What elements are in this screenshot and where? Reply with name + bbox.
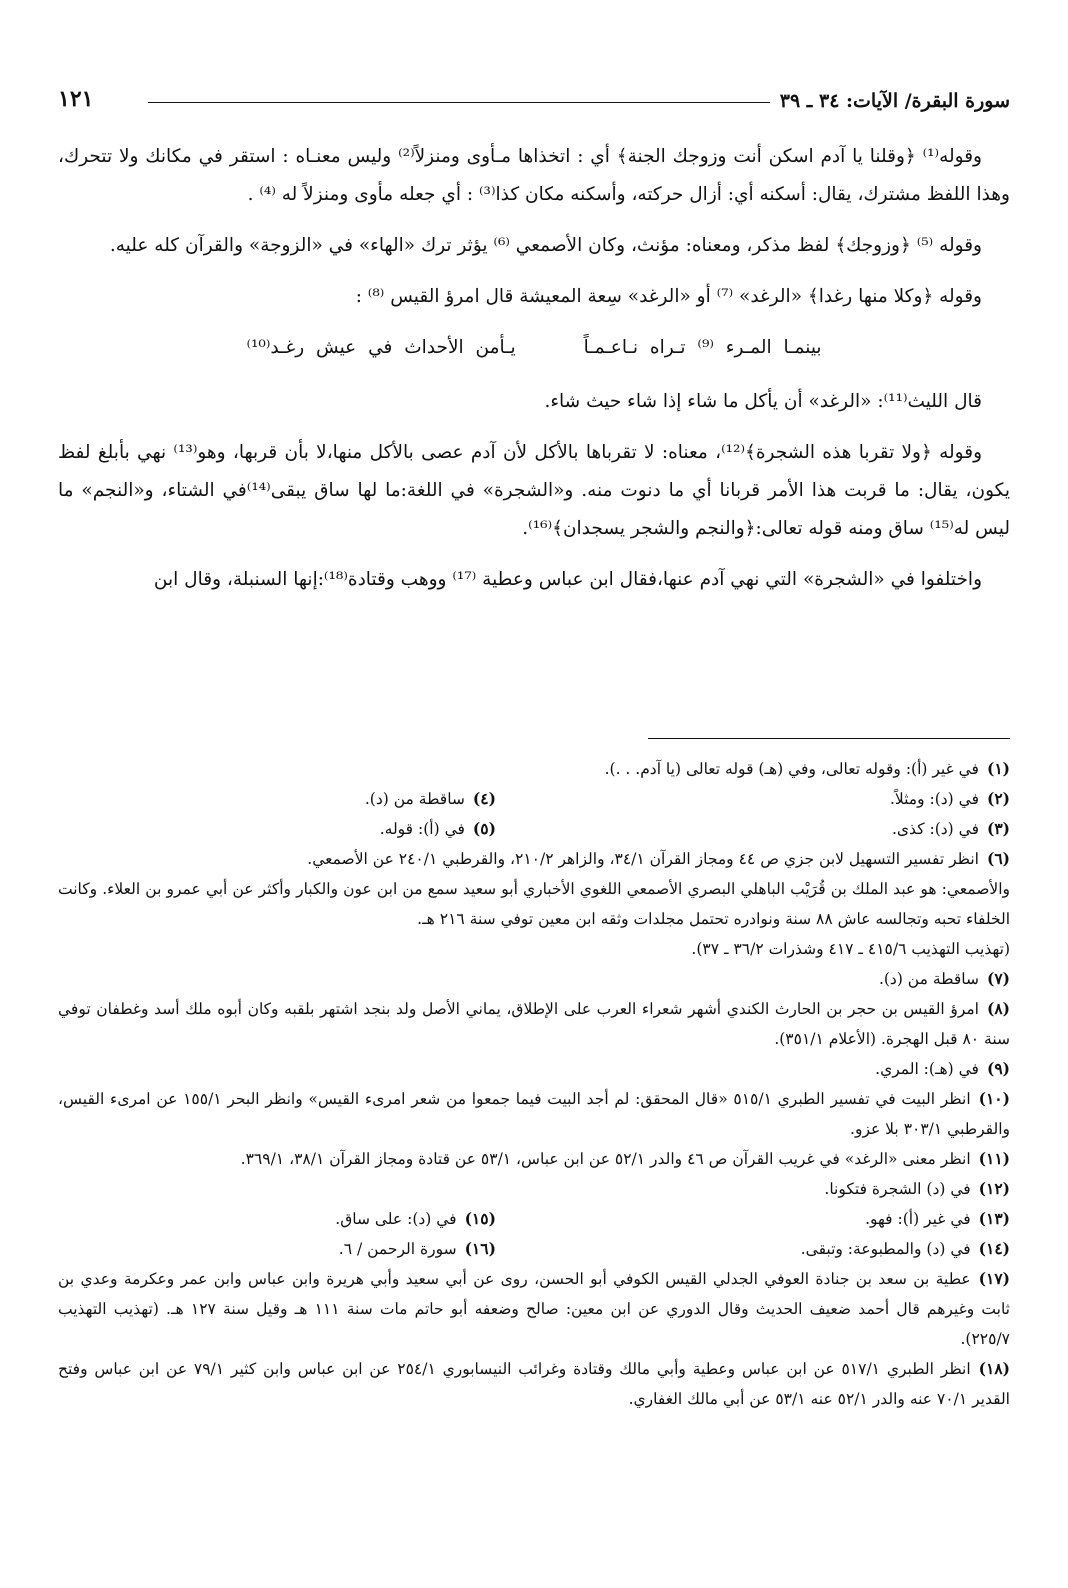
- page-number: ١٢١: [58, 86, 94, 112]
- footnote-13: (١٣)في غير (أ): فهو.: [865, 1209, 1010, 1228]
- footnote-3: (٣)في (د): كذى.: [892, 819, 1010, 838]
- footnote-16: (١٦)سورة الرحمن / ٦.: [338, 1239, 496, 1258]
- footnote-18: (١٨)انظر الطبري ٥١٧/١ عن ابن عباس وعطية وأبي مالك وقتادة وغرائب النيسابوري ٢٥٤/١ عن ابن عباس وابن كثير ٧٩/١ عن ابن عباس وفتح القدير ٧٠/١ عنه والدر ٥٢/١ عنه ٥٣/١ عن أبي مالك الغفاري.: [58, 1359, 1010, 1408]
- footnote-row-14-16: [58, 1234, 1010, 1264]
- footnote-separator: [648, 738, 1010, 739]
- paragraph-6: واختلفوا في «الشجرة» التي نهي آدم عنها،فقال ابن عباس وعطية ⁽¹⁷⁾ ووهب وقتادة⁽¹⁸⁾:إنها السنبلة، وقال ابن: [153, 569, 982, 590]
- paragraph-3: وقوله ﴿وكلا منها رغدا﴾ «الرغد» ⁽⁷⁾ أو «الرغد» سِعة المعيشة قال امرؤ القيس ⁽⁸⁾ :: [355, 286, 982, 307]
- footnote-7: (٧)ساقطة من (د).: [878, 969, 1010, 988]
- footnote-row-13-15: [58, 1204, 1010, 1234]
- footnote-2: (٢)في (د): ومثلاً.: [889, 789, 1010, 808]
- footnote-1: (١)في غير (أ): وقوله تعالى، وفي (هـ) قوله تعالى (يا آدم. . .).: [604, 759, 1010, 778]
- footnote-6-source: (تهذيب التهذيب ٤١٥/٦ ـ ٤١٧ وشذرات ٣٦/٢ ـ ٣٧).: [691, 940, 1010, 958]
- footnote-15: (١٥)في (د): على ساق.: [335, 1209, 496, 1228]
- footnote-6: (٦)انظر تفسير التسهيل لابن جزي ص ٤٤ ومجاز القرآن ٣٤/١، والزاهر ٢١٠/٢، والقرطبي ٢٤٠/١ عن الأصمعي.: [307, 849, 1010, 868]
- footnote-9: (٩)في (هـ): المري.: [875, 1059, 1010, 1078]
- paragraph-5: وقوله ﴿ولا تقربا هذه الشجرة﴾⁽¹²⁾، معناه: لا تقرباها بالأكل لأن آدم عصى بالأكل منها،لا بأن قربها، وهو⁽¹³⁾ نهي بأبلغ لفظ يكون، يقال: ما قربت هذا الأمر قربانا أي ما دنوت منه. و«الشجرة» في اللغة:ما لها ساق يبقى⁽¹⁴⁾في الشتاء، و«النجم» ما ليس له⁽¹⁵⁾ ساق ومنه قوله تعالى:﴿والنجم والشجر يسجدان﴾⁽¹⁶⁾.: [58, 442, 1010, 539]
- footnote-row-3-5: [58, 814, 1010, 844]
- paragraph-4: قال الليث⁽¹¹⁾: «الرغد» أن يأكل ما شاء إذا شاء حيث شاء.: [544, 391, 982, 412]
- main-text: [58, 138, 1010, 612]
- footnote-5: (٥)في (أ): قوله.: [379, 819, 496, 838]
- footnote-12: (١٢)في (د) الشجرة فتكونا.: [824, 1179, 1010, 1198]
- paragraph-1: وقوله⁽¹⁾ ﴿وقلنا يا آدم اسكن أنت وزوجك الجنة﴾ أي : اتخذاها مـأوى ومنزلاً⁽²⁾ وليس معنـاه : استقر في مكانك ولا تتحرك، وهذا اللفظ مشترك، يقال: أسكنه أي: أزال حركته، وأسكنه مكان كذا⁽³⁾ : أي جعله مأوى ومنزلاً له ⁽⁴⁾ .: [58, 146, 1010, 205]
- footnote-4: (٤)ساقطة من (د).: [364, 789, 496, 808]
- poem-verse: [58, 329, 1010, 367]
- footnote-6-bio: والأصمعي: هو عبد الملك بن قُرَيْب الباهلي البصري الأصمعي اللغوي الأخباري أبو سعيد سمع من ابن عون والكبار وأكثر عن أبي عمرو بن العلاء. وكانت الخلفاء تحبه وتجالسه عاش ٨٨ سنة ونوادره تحتمل مجلدات وثقه ابن معين توفي سنة ٢١٦ هـ.: [58, 880, 1010, 928]
- page-header: [58, 84, 1010, 124]
- paragraph-2: وقوله ⁽⁵⁾ ﴿وزوجك﴾ لفظ مذكر، ومعناه: مؤنث، وكان الأصمعي ⁽⁶⁾ يؤثر ترك «الهاء» في «الزوجة» والقرآن كله عليه.: [109, 235, 982, 256]
- verse-second-hemistich: يـأمن الأحداث في عيش رغـد⁽¹⁰⁾: [246, 337, 516, 358]
- footnote-14: (١٤)في (د) والمطبوعة: وتبقى.: [800, 1239, 1010, 1258]
- footnotes: [58, 754, 1010, 1414]
- header-rule: [148, 102, 770, 103]
- footnote-10: (١٠)انظر البيت في تفسير الطبري ٥١٥/١ «قال المحقق: لم أجد البيت فيما جمعوا من شعر امرىء القيس» وانظر البحر ١٥٥/١ عن امرىء القيس، والقرطبي ٣٠٣/١ بلا عزو.: [58, 1089, 1010, 1138]
- verse-first-hemistich: بينمـا المـرء ⁽⁹⁾ تـراه نـاعـمـاً: [583, 337, 822, 358]
- footnote-11: (١١)انظر معنى «الرغد» في غريب القرآن ص ٤٦ والدر ٥٢/١ عن ابن عباس، ٥٣/١ عن قتادة ومجاز القرآن ٣٨/١، ٣٦٩/١.: [240, 1149, 1010, 1168]
- footnote-row-2-4: [58, 784, 1010, 814]
- running-title: سورة البقرة/ الآيات: ٣٤ ـ ٣٩: [779, 90, 1010, 112]
- footnote-8: (٨)امرؤ القيس بن حجر بن الحارث الكندي أشهر شعراء العرب على الإطلاق، يماني الأصل ولد بنجد اشتهر بلقبه وكان أبوه ملك أسد وغطفان توفي سنة ٨٠ قبل الهجرة. (الأعلام ٣٥١/١).: [58, 999, 1010, 1048]
- footnote-17: (١٧)عطية بن سعد بن جنادة العوفي الجدلي القيس الكوفي أبو الحسن، روى عن أبي سعيد وأبي هريرة وابن عباس وابن عمر وعكرمة وعدي بن ثابت وغيرهم قال أحمد ضعيف الحديث وقال الدوري عن ابن معين: صالح وضعفه أبو حاتم مات سنة ١١١ هـ وقيل سنة ١٢٧ هـ. (تهذيب التهذيب ٢٢٥/٧).: [58, 1269, 1010, 1348]
